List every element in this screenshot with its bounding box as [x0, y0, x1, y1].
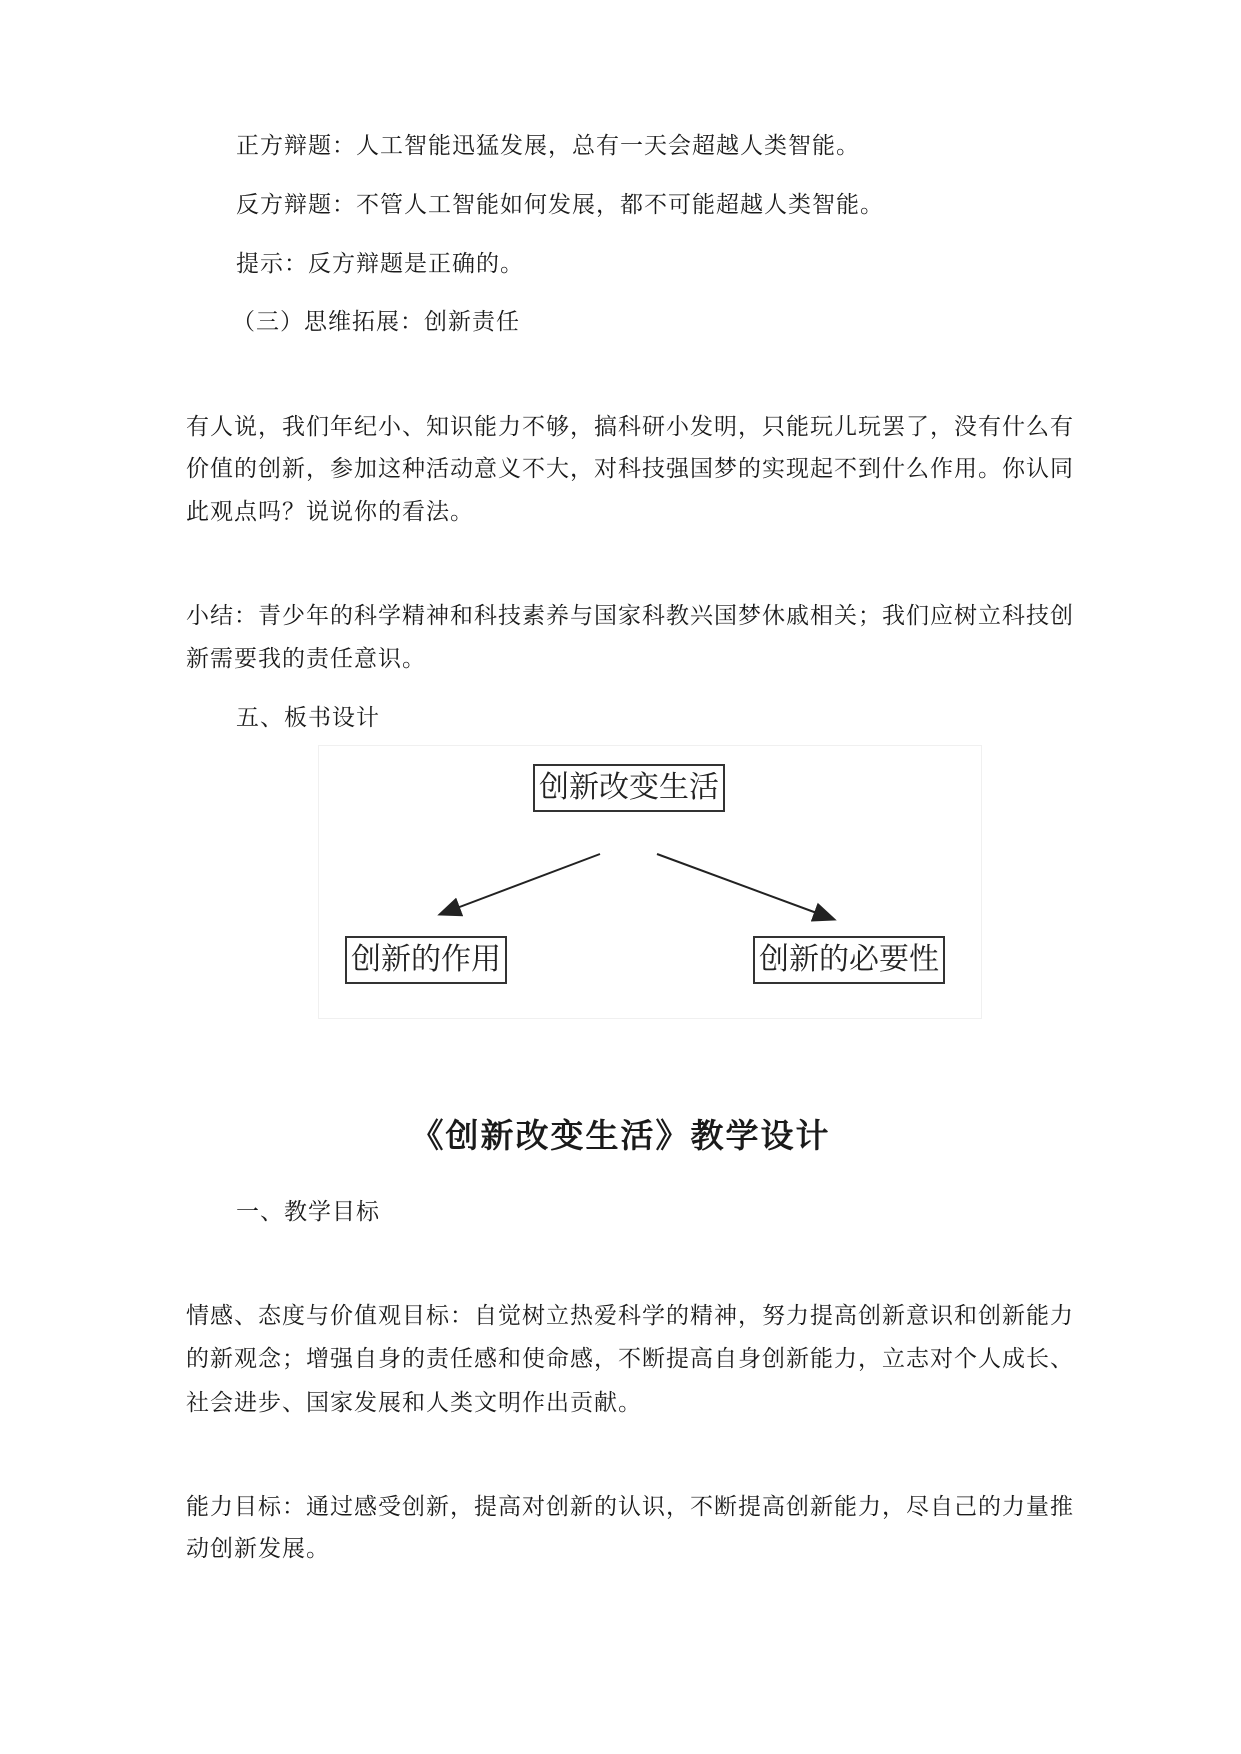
paragraph-line: 的新观念；增强自身的责任感和使命感，不断提高自身创新能力，立志对个人成长、	[186, 1346, 1074, 1372]
paragraph-line: 能力目标：通过感受创新，提高对创新的认识，不断提高创新能力，尽自己的力量推	[186, 1494, 1074, 1520]
diagram-right-box: 创新的必要性	[753, 936, 945, 984]
diagram-top-box: 创新改变生活	[533, 764, 725, 812]
arrow-left	[441, 854, 600, 914]
paragraph-line: 此观点吗？说说你的看法。	[186, 499, 474, 525]
paragraph-line: 社会进步、国家发展和人类文明作出贡献。	[186, 1390, 642, 1416]
paragraph-line: 有人说，我们年纪小、知识能力不够，搞科研小发明，只能玩儿玩罢了，没有什么有	[186, 414, 1074, 440]
paragraph-line: 动创新发展。	[186, 1536, 330, 1562]
document-title: 《创新改变生活》教学设计	[410, 1116, 831, 1155]
diagram-left-box: 创新的作用	[345, 936, 507, 984]
summary-line: 新需要我的责任意识。	[186, 646, 426, 672]
hint-line: 提示：反方辩题是正确的。	[236, 251, 524, 277]
blackboard-design-heading: 五、板书设计	[236, 705, 380, 731]
debate-pro-line: 正方辩题：人工智能迅猛发展，总有一天会超越人类智能。	[236, 133, 860, 159]
debate-con-line: 反方辩题：不管人工智能如何发展，都不可能超越人类智能。	[236, 192, 884, 218]
paragraph-line: 价值的创新，参加这种活动意义不大，对科技强国梦的实现起不到什么作用。你认同	[186, 456, 1074, 482]
arrow-right	[657, 854, 833, 919]
section-heading-innovation-responsibility: （三）思维拓展：创新责任	[232, 309, 520, 335]
summary-line: 小结：青少年的科学精神和科技素养与国家科教兴国梦休戚相关；我们应树立科技创	[186, 603, 1074, 629]
section-heading-objectives: 一、教学目标	[236, 1199, 380, 1225]
blackboard-diagram	[318, 745, 982, 1019]
paragraph-line: 情感、态度与价值观目标：自觉树立热爱科学的精神，努力提高创新意识和创新能力	[186, 1303, 1074, 1329]
